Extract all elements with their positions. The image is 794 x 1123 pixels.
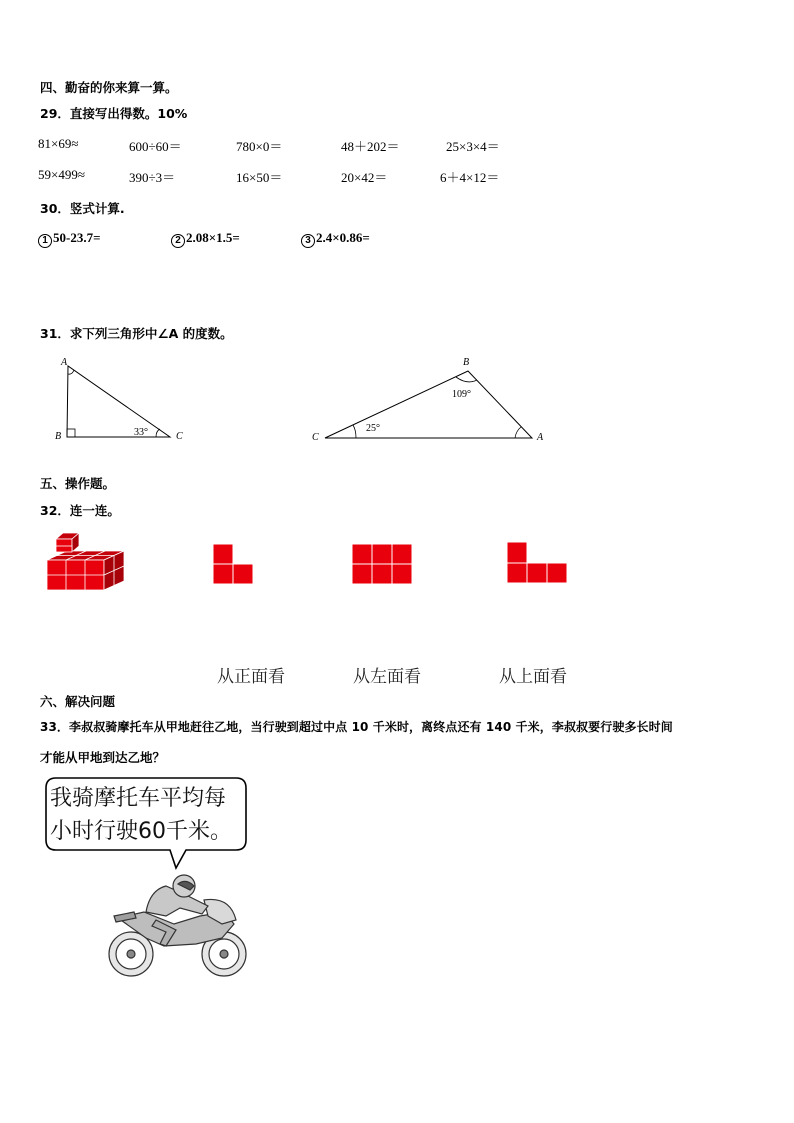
- bubble-line-1: 我骑摩托车平均每: [50, 786, 227, 811]
- q29-r2-c4: 20×42＝: [341, 170, 388, 185]
- q30-item-2: [171, 230, 240, 248]
- angle-c-value: 25°: [366, 423, 380, 434]
- circled-number: 2: [171, 234, 185, 248]
- q30-expr: 2.4×0.86=: [316, 230, 370, 245]
- q29-r1-c4: 48＋202＝: [341, 139, 400, 154]
- q29-r1-c3: 780×0＝: [236, 139, 283, 154]
- angle-a-arc: [68, 370, 74, 374]
- view-label-left: 从左面看: [353, 667, 421, 687]
- motorcycle-rider-illustration: [104, 872, 252, 980]
- triangle-2: [325, 371, 532, 438]
- q29-r2-c2: 390÷3＝: [129, 170, 176, 185]
- bubble-line-2: 小时行驶60千米。: [50, 819, 232, 844]
- view-shape-1: [212, 543, 256, 585]
- section6-title: 六、解决问题: [40, 694, 116, 709]
- vertex-a-label: A: [537, 432, 544, 443]
- triangle-1-figure: [50, 352, 200, 447]
- q29-title: 29．直接写出得数。10%: [40, 106, 188, 121]
- view-label-front: 从正面看: [217, 667, 285, 687]
- angle-b-value: 109°: [452, 389, 471, 400]
- vertex-a-label: A: [61, 357, 68, 368]
- q33-text-line2: 才能从甲地到达乙地？: [40, 750, 166, 765]
- section5-title: 五、操作题。: [40, 476, 116, 491]
- q29-r1-c2: 600÷60＝: [129, 139, 182, 154]
- view-shape-3: [506, 541, 569, 585]
- circled-number: 1: [38, 234, 52, 248]
- angle-c-value: 33°: [134, 427, 148, 438]
- q30-title: 30．竖式计算.: [40, 201, 125, 216]
- vertex-c-label: C: [176, 431, 183, 442]
- right-angle-mark: [67, 429, 75, 437]
- q30-expr: 2.08×1.5=: [186, 230, 240, 245]
- view-label-top: 从上面看: [499, 667, 567, 687]
- section4-title: 四、勤奋的你来算一算。: [40, 80, 178, 95]
- view-shape-2: [351, 543, 413, 585]
- circled-number: 3: [301, 234, 315, 248]
- q29-r2-c1: 59×499≈: [38, 167, 85, 182]
- vertex-c-label: C: [312, 432, 319, 443]
- q31-title: 31．求下列三角形中∠A 的度数。: [40, 326, 233, 341]
- q29-r1-c1: 81×69≈: [38, 136, 79, 151]
- q33-text-line1: 33．李叔叔骑摩托车从甲地赶往乙地，当行驶到超过中点 10 千米时，离终点还有 140 千米，李叔叔要行驶多长时间: [40, 720, 673, 734]
- angle-c-arc: [353, 425, 356, 438]
- q30-item-1: [38, 230, 101, 248]
- q29-r2-c5: 6＋4×12＝: [440, 170, 500, 185]
- angle-a-arc: [515, 427, 521, 438]
- q29-r2-c3: 16×50＝: [236, 170, 283, 185]
- triangle-1: [67, 366, 170, 437]
- q32-title: 32．连一连。: [40, 503, 120, 518]
- q30-expr: 50-23.7=: [53, 230, 101, 245]
- q29-r1-c5: 25×3×4＝: [446, 139, 500, 154]
- triangle-2-figure: [305, 352, 555, 447]
- vertex-b-label: B: [55, 431, 62, 442]
- vertex-b-label: B: [463, 357, 470, 368]
- cube-solid-figure: [44, 532, 128, 594]
- q30-item-3: [301, 230, 370, 248]
